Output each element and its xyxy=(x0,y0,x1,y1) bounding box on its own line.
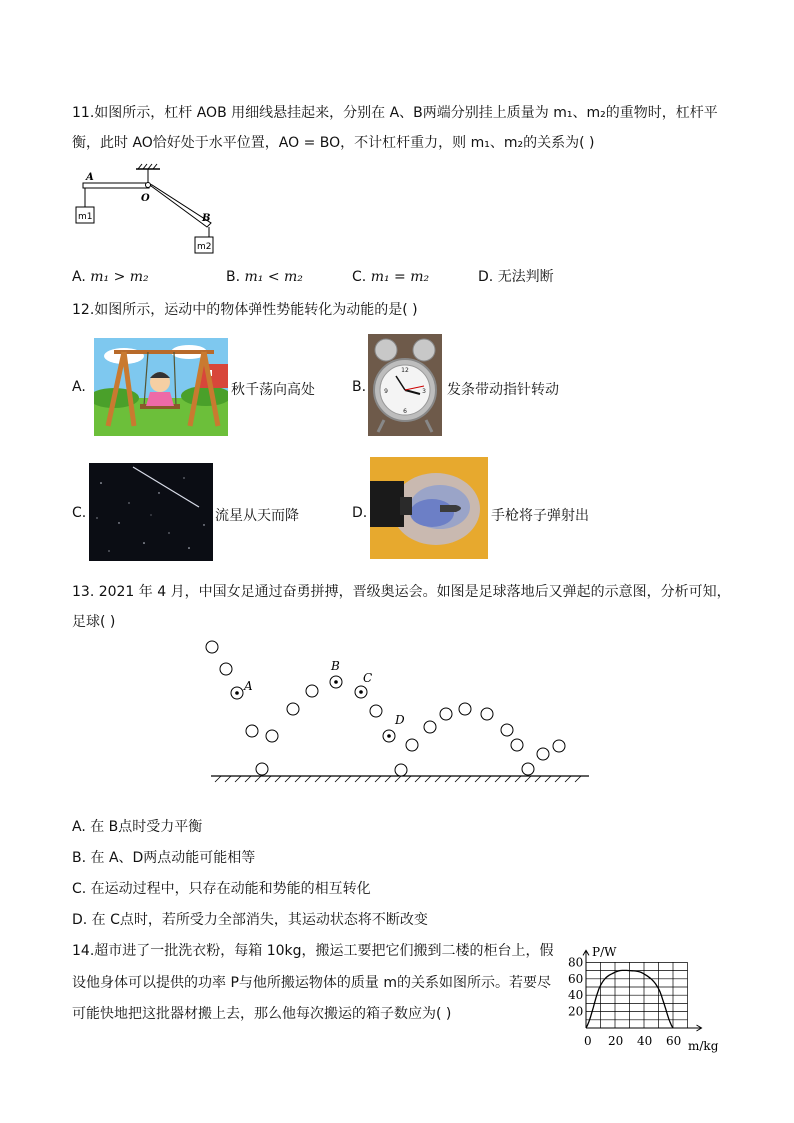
football-bounce-figure xyxy=(205,636,595,786)
q11-option-b[interactable]: B. m₁ < m₂ xyxy=(226,269,303,285)
y-tick-label: 40 xyxy=(568,988,584,1003)
svg-text:6: 6 xyxy=(403,408,407,415)
q11-option-d[interactable]: D. 无法判断 xyxy=(478,269,554,285)
q13-option-a[interactable]: A. 在 B点时受力平衡 xyxy=(72,819,203,835)
q12-option-b-caption: 发条带动指针转动 xyxy=(447,382,559,398)
q11-stem-line1: 11.如图所示，杠杆 AOB 用细线悬挂起来，分别在 A、B两端分别挂上质量为 m₁、m₂的重物时，杠杆平 xyxy=(72,105,718,121)
label-O: O xyxy=(141,193,150,204)
meteor-image xyxy=(89,463,213,561)
y-axis xyxy=(583,950,589,1028)
y-tick-label: 20 xyxy=(568,1004,584,1019)
svg-text:12: 12 xyxy=(401,367,409,374)
q14-stem-line2: 设他身体可以提供的功率 P与他所搬运物体的质量 m的关系如图所示。若要尽 xyxy=(72,975,551,991)
label-B: B xyxy=(202,213,211,224)
power-mass-chart xyxy=(560,940,730,1058)
q12-option-c-caption: 流星从天而降 xyxy=(215,508,299,524)
label-m1: m1 xyxy=(78,212,93,222)
x-tick-label: 40 xyxy=(637,1034,653,1048)
q12-option-d-caption: 手枪将子弹射出 xyxy=(491,508,589,524)
swing-image xyxy=(94,338,228,436)
q11-option-c[interactable]: C. m₁ = m₂ xyxy=(352,269,430,285)
y-tick-label: 80 xyxy=(568,955,584,970)
svg-text:9: 9 xyxy=(384,388,388,395)
svg-text:3: 3 xyxy=(422,388,426,395)
x-tick-label: 20 xyxy=(608,1034,624,1048)
label-ball-D: D xyxy=(395,713,405,727)
q13-option-b[interactable]: B. 在 A、D两点动能可能相等 xyxy=(72,850,256,866)
pistol-bullet-image xyxy=(370,457,488,559)
label-A: A xyxy=(86,172,94,183)
q12-option-a-caption: 秋千荡向高处 xyxy=(231,382,315,398)
q12-option-b-letter[interactable]: B. xyxy=(352,379,367,395)
q13-stem-line2: 足球( ) xyxy=(72,614,116,630)
q14-stem-line1: 14.超市进了一批洗衣粉，每箱 10kg，搬运工要把它们搬到二楼的柜台上，假 xyxy=(72,943,554,959)
q13-option-d[interactable]: D. 在 C点时，若所受力全部消失，其运动状态将不断改变 xyxy=(72,912,428,928)
label-m2: m2 xyxy=(197,242,212,252)
q13-stem-line1: 13. 2021 年 4 月，中国女足通过奋勇拼搏，晋级奥运会。如图是足球落地后又弹起的示意图，分析可知， xyxy=(72,584,731,600)
x-tick-label: 60 xyxy=(666,1034,682,1048)
q12-option-d-letter[interactable]: D. xyxy=(352,505,368,521)
x-tick-label: 0 xyxy=(584,1034,592,1048)
label-ball-C: C xyxy=(363,671,373,685)
q14-stem-line3: 可能快地把这批器材搬上去，那么他每次搬运的箱子数应为( ) xyxy=(72,1006,452,1022)
label-ball-B: B xyxy=(331,659,340,673)
q12-stem: 12.如图所示，运动中的物体弹性势能转化为动能的是( ) xyxy=(72,302,418,318)
x-axis-label: m/kg xyxy=(688,1039,719,1053)
q12-option-a-letter[interactable]: A. xyxy=(72,379,86,395)
q11-option-a[interactable]: A. m₁ > m₂ xyxy=(72,269,149,285)
q13-option-c[interactable]: C. 在运动过程中，只存在动能和势能的相互转化 xyxy=(72,881,371,897)
y-axis-label: P/W xyxy=(592,945,617,959)
q12-option-c-letter[interactable]: C. xyxy=(72,505,87,521)
q11-lever-figure xyxy=(68,163,218,258)
label-ball-A: A xyxy=(244,679,253,693)
q11-stem-line2: 衡，此时 AO恰好处于水平位置，AO = BO，不计杠杆重力，则 m₁、m₂的关系为( ) xyxy=(72,135,595,151)
alarm-clock-image xyxy=(368,334,442,436)
y-tick-label: 60 xyxy=(568,971,584,986)
